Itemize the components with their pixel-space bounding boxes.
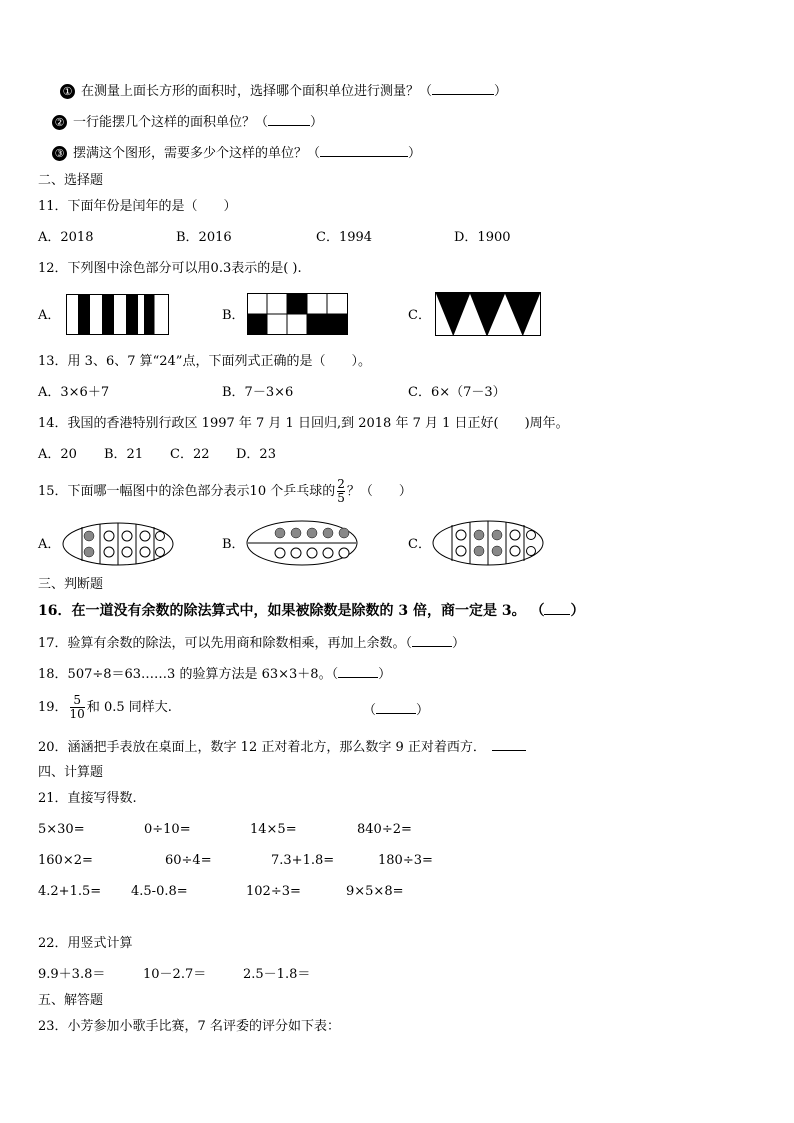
answer-blank[interactable]	[412, 634, 452, 647]
section-judgment: 三、判断题	[38, 577, 104, 592]
question-18: 18．507÷8＝63……3 的验算方法是 63×3＋8。（ ）	[38, 667, 392, 682]
q15-figure-a	[62, 521, 174, 567]
answer-blank[interactable]	[432, 82, 494, 95]
calc-item: 840÷2=	[357, 822, 412, 837]
section-choice: 二、选择题	[38, 173, 104, 188]
question-22: 22．用竖式计算	[38, 936, 133, 951]
answer-blank[interactable]	[544, 602, 570, 615]
calc-item: 102÷3=	[246, 884, 301, 899]
calc-item: 60÷4=	[165, 853, 212, 868]
q11-option-a[interactable]: A．2018	[38, 230, 94, 245]
calc-item: 9×5×8=	[346, 884, 404, 899]
calc-item: 7.3+1.8=	[271, 853, 335, 868]
q13-option-c[interactable]: C．6×（7－3）	[408, 385, 506, 400]
vertical-calc-item: 10－2.7＝	[143, 967, 207, 982]
q12-option-b[interactable]: B．	[222, 308, 245, 323]
fraction: $\frac{2}{5}$	[337, 477, 345, 505]
circled-number-2: ②	[52, 115, 67, 130]
q12-figure-a	[66, 294, 169, 335]
vertical-calc-item: 9.9＋3.8＝	[38, 967, 106, 982]
calc-item: 5×30=	[38, 822, 85, 837]
question-14: 14．我国的香港特别行政区 1997 年 7 月 1 日回归,到 2018 年 7 月 1 日正好( )周年。	[38, 416, 569, 431]
question-13: 13．用 3、6、7 算“24”点，下面列式正确的是（ ）。	[38, 354, 371, 369]
answer-blank[interactable]	[320, 144, 408, 157]
calc-item: 180÷3=	[378, 853, 433, 868]
q15-figure-b	[246, 519, 358, 567]
question-21: 21．直接写得数.	[38, 791, 137, 806]
question-23: 23．小芳参加小歌手比赛，7 名评委的评分如下表：	[38, 1019, 340, 1034]
circled-number-3: ③	[52, 146, 67, 161]
q13-option-a[interactable]: A．3×6＋7	[38, 385, 110, 400]
q15-option-a[interactable]: A．	[38, 537, 61, 552]
q13-option-b[interactable]: B．7－3×6	[222, 385, 294, 400]
q14-option-b[interactable]: B．21	[104, 447, 144, 462]
section-calculation: 四、计算题	[38, 765, 104, 780]
q14-option-d[interactable]: D．23	[236, 447, 276, 462]
question-16: 16．在一道没有余数的除法算式中，如果被除数是除数的 3 倍，商一定是 3。 （ ）	[38, 603, 585, 619]
answer-blank[interactable]	[492, 738, 526, 751]
question-15: 15．下面哪一幅图中的涂色部分表示10 个乒乓球的 $\frac{2}{5}$ ？（ ）	[38, 477, 412, 505]
answer-blank[interactable]	[338, 665, 378, 678]
q11-option-c[interactable]: C．1994	[316, 230, 373, 245]
sub-question-3: ③ 摆满这个图形，需要多少个这样的单位？（ ）	[52, 144, 421, 163]
sub-question-1: ① 在测量上面长方形的面积时，选择哪个面积单位进行测量？（ ）	[60, 82, 507, 101]
q12-option-c[interactable]: C．	[408, 308, 431, 323]
q19-answer: （ ）	[363, 703, 430, 718]
q14-option-c[interactable]: C．22	[170, 447, 210, 462]
question-17: 17．验算有余数的除法，可以先用商和除数相乘，再加上余数。（ ）	[38, 636, 466, 651]
q11-option-d[interactable]: D．1900	[454, 230, 511, 245]
answer-blank[interactable]	[268, 113, 310, 126]
q12-figure-c	[435, 292, 541, 336]
calc-item: 0÷10=	[144, 822, 191, 837]
question-19: 19． $\frac{5}{10}$ 和 0.5 同样大.	[38, 693, 172, 721]
circled-number-1: ①	[60, 84, 75, 99]
question-11: 11．下面年份是闰年的是（ ）	[38, 199, 237, 214]
question-20: 20．涵涵把手表放在桌面上，数字 12 正对着北方，那么数字 9 正对着西方．	[38, 738, 526, 757]
q15-option-b[interactable]: B．	[222, 537, 245, 552]
q12-figure-b	[247, 293, 348, 335]
vertical-calc-item: 2.5－1.8＝	[243, 967, 311, 982]
answer-blank[interactable]	[376, 701, 416, 714]
sub-question-2: ② 一行能摆几个这样的面积单位？（ ）	[52, 113, 323, 132]
q15-figure-c	[432, 519, 544, 567]
q11-option-b[interactable]: B．2016	[176, 230, 232, 245]
q15-option-c[interactable]: C．	[408, 537, 431, 552]
calc-item: 4.5-0.8=	[131, 884, 188, 899]
question-12: 12．下列图中涂色部分可以用0.3表示的是( ).	[38, 261, 302, 276]
q14-option-a[interactable]: A．20	[38, 447, 77, 462]
calc-item: 14×5=	[250, 822, 297, 837]
calc-item: 4.2+1.5=	[38, 884, 102, 899]
calc-item: 160×2=	[38, 853, 93, 868]
fraction: $\frac{5}{10}$	[69, 693, 85, 721]
section-solve: 五、解答题	[38, 993, 104, 1008]
q12-option-a[interactable]: A．	[38, 308, 61, 323]
